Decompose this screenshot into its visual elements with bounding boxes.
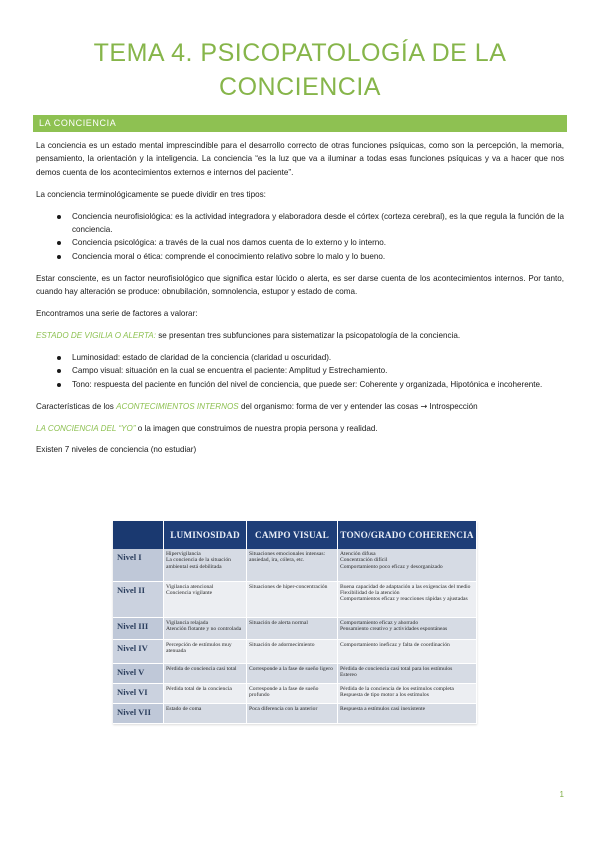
table-cell: Poca diferencia con la anterior (247, 703, 338, 723)
internal-events-paragraph: Características de los ACONTECIMIENTOS INTERNOS del organismo: forma de ver y entender las cosas → Introspección (36, 400, 478, 411)
yo-paragraph: LA CONCIENCIA DEL “YO” o la imagen que construimos de nuestra propia persona y realidad. (36, 423, 378, 433)
bullet-icon (57, 215, 61, 219)
table-header-cell: TONO/GRADO COHERENCIA (338, 521, 477, 549)
intro-paragraph: La conciencia es un estado mental imprescindible para el desarrollo correcto de otras funciones psíquicas, como son la percepción, la memoria, pensamiento, la orientación y la inteligencia. La conciencia “es la luz que va a iluminar a todas esas funciones psíquicas y va a hacer que nos demos cuenta de los acontecimientos externos e internos del paciente”. (36, 141, 564, 177)
table-row (113, 581, 477, 617)
list-item: Tono: respuesta del paciente en función del nivel de conciencia, que puede ser: Coherente y organizada, Hipotónica e incoherente. (36, 378, 564, 391)
yo-label: LA CONCIENCIA DEL “YO” (36, 423, 136, 433)
table-level-cell: Nivel IV (113, 639, 164, 663)
bullet-icon (57, 255, 61, 259)
factors-paragraph: Encontramos una serie de factores a valorar: (36, 309, 198, 319)
table-cell: Pérdida de la conciencia de los estímulos completa Respuesta de tipo motor a los estímulos (338, 683, 477, 703)
table-level-cell: Nivel V (113, 663, 164, 683)
table-header-cell (113, 521, 164, 549)
table-cell: Comportamiento ineficaz y falta de coordinación (338, 639, 477, 663)
table-header-cell: LUMINOSIDAD (164, 521, 247, 549)
types-intro: La conciencia terminológicamente se puede dividir en tres tipos: (36, 189, 266, 199)
bullet-icon (57, 356, 61, 360)
consciousness-levels-table (113, 521, 477, 724)
section-heading: LA CONCIENCIA (33, 115, 567, 132)
table-cell: Situaciones emocionales intensas: ansiedad, ira, cólera, etc. (247, 549, 338, 581)
table-cell: Vigilancia relajada Atención flotante y no controlada (164, 617, 247, 639)
table-row (113, 663, 477, 683)
page-number: 1 (559, 790, 564, 799)
levels-note: Existen 7 niveles de conciencia (no estudiar) (36, 445, 197, 455)
subfunctions-list (36, 351, 564, 391)
table-level-cell: Nivel VII (113, 703, 164, 723)
table-level-cell: Nivel III (113, 617, 164, 639)
arrow-right-icon: → (420, 400, 428, 411)
table-cell: Pérdida de conciencia casi total (164, 663, 247, 683)
table-level-cell: Nivel II (113, 581, 164, 617)
table-cell: Comportamiento eficaz y ahorrado Pensamiento creativo y actividades espontáneas (338, 617, 477, 639)
table-level-cell: Nivel I (113, 549, 164, 581)
table-cell: Buena capacidad de adaptación a las exigencias del medio Flexibilidad de la atención Comportamientos eficaz y reacciones rápidas y ajustadas (338, 581, 477, 617)
list-item: Conciencia moral o ética: comprende el conocimiento relativo sobre lo malo y lo bueno. (36, 250, 564, 263)
table-cell: Corresponde a la fase de sueño profundo (247, 683, 338, 703)
bullet-icon (57, 383, 61, 387)
vigilia-paragraph: ESTADO DE VIGILIA O ALERTA: se presentan tres subfunciones para sistematizar la psicopatología de la conciencia. (36, 330, 461, 340)
internal-events-label: ACONTECIMIENTOS INTERNOS (116, 401, 239, 411)
table-level-cell: Nivel VI (113, 683, 164, 703)
list-item: Campo visual: situación en la cual se encuentra el paciente: Amplitud y Estrechamiento. (36, 364, 564, 377)
page-title: TEMA 4. PSICOPATOLOGÍA DE LA CONCIENCIA (93, 39, 507, 101)
conscious-paragraph: Estar consciente, es un factor neurofisiológico que significa estar lúcido o alerta, es ser darse cuenta de los acontecimientos internos. Por tanto, cuando hay alteración se produce: obnubilación, somnolencia, estupor y estado de coma. (36, 273, 564, 297)
table-header-cell: CAMPO VISUAL (247, 521, 338, 549)
bullet-icon (57, 369, 61, 373)
table-cell: Percepción de estímulos muy atenuada (164, 639, 247, 663)
table-cell: Hipervigilancia La conciencia de la situación ambiental está debilitada (164, 549, 247, 581)
table-cell: Situaciones de hiper-concentración (247, 581, 338, 617)
bullet-icon (57, 241, 61, 245)
types-list (36, 210, 564, 264)
table-row (113, 683, 477, 703)
table-cell: Situación de alerta normal (247, 617, 338, 639)
table-cell: Vigilancia atencional Conciencia vigilante (164, 581, 247, 617)
document-body (36, 139, 564, 465)
vigilia-label: ESTADO DE VIGILIA O ALERTA: (36, 330, 156, 340)
list-item: Luminosidad: estado de claridad de la conciencia (claridad u oscuridad). (36, 351, 564, 364)
table-row (113, 639, 477, 663)
table-cell: Pérdida total de la conciencia (164, 683, 247, 703)
table-row (113, 703, 477, 723)
table-cell: Atención difusa Concentración difícil Comportamiento poco eficaz y desorganizado (338, 549, 477, 581)
table-cell: Corresponde a la fase de sueño ligero (247, 663, 338, 683)
table-cell: Pérdida de conciencia casi total para los estímulos Estereo (338, 663, 477, 683)
list-item: Conciencia neurofisiológica: es la actividad integradora y elaboradora desde el córtex (corteza cerebral), es la que regula la función de la conciencia. (36, 210, 564, 237)
table-header-row (113, 521, 477, 549)
table-row (113, 617, 477, 639)
list-item: Conciencia psicológica: a través de la cual nos damos cuenta de lo externo y lo interno. (36, 236, 564, 249)
table-cell: Situación de adormecimiento (247, 639, 338, 663)
table-cell: Respuesta a estímulos casi inexistente (338, 703, 477, 723)
table-cell: Estado de coma (164, 703, 247, 723)
table-row (113, 549, 477, 581)
